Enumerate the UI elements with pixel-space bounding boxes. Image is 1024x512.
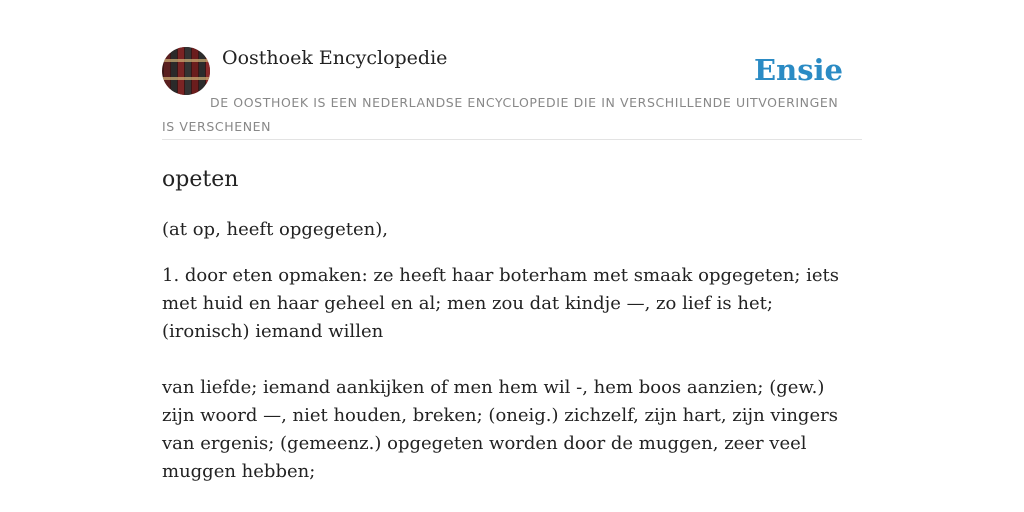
entry-title: opeten <box>162 167 239 192</box>
site-subtitle: DE OOSTHOEK IS EEN NEDERLANDSE ENCYCLOPEDIE DIE IN VERSCHILLENDE UITVOERINGEN IS VERSCHENEN <box>162 95 839 134</box>
page-container <box>162 46 862 486</box>
encyclopedia-books-icon[interactable] <box>162 47 210 95</box>
definition-paragraph: 1. door eten opmaken: ze heeft haar boterham met smaak opgegeten; iets met huid en haar geheel en al; men zou dat kindje —, zo lief is het; (ironisch) iemand willen <box>162 265 840 342</box>
entry-grammar: (at op, heeft opgegeten), <box>162 219 388 240</box>
definition-paragraph: van liefde; iemand aankijken of men hem wil -, hem boos aanzien; (gew.) zijn woord —, niet houden, breken; (oneig.) zichzelf, zijn hart, zijn vingers van ergenis; (gemeenz.) opgegeten worden door de muggen, zeer veel muggen hebben; <box>162 377 838 482</box>
brand-logo[interactable]: Ensie <box>754 53 843 87</box>
site-header <box>162 46 862 140</box>
site-title[interactable]: Oosthoek Encyclopedie <box>222 47 448 69</box>
entry-definition <box>162 262 862 486</box>
